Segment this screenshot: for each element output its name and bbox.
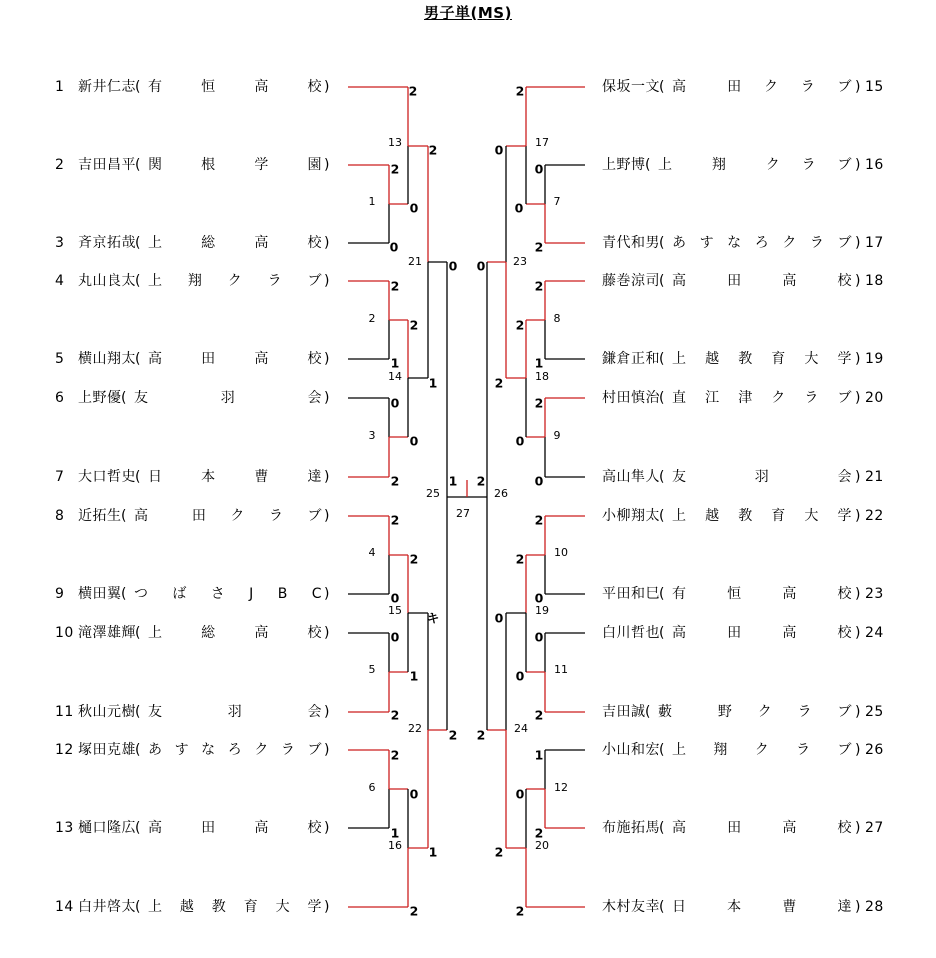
player-entry bbox=[55, 507, 330, 524]
match-number: 14 bbox=[388, 370, 402, 383]
bracket-close: ) bbox=[324, 351, 330, 367]
bracket-close: ) bbox=[324, 820, 330, 836]
bracket-close: ) bbox=[855, 157, 861, 173]
player-entry bbox=[55, 78, 330, 95]
match-score: 2 bbox=[534, 278, 544, 294]
player-seed: 23 bbox=[865, 586, 884, 602]
match-score: 2 bbox=[534, 707, 544, 723]
player-seed: 12 bbox=[55, 742, 74, 758]
bracket-close: ) bbox=[324, 586, 330, 602]
match-score: 1 bbox=[409, 668, 419, 684]
bracket-close: ) bbox=[855, 273, 861, 289]
bracket-open: ( bbox=[135, 273, 141, 289]
match-score: 2 bbox=[390, 747, 400, 763]
match-number: 18 bbox=[535, 370, 549, 383]
player-entry bbox=[602, 78, 884, 95]
player-team: 高 田 ク ラ ブ bbox=[134, 508, 322, 524]
player-name: 吉田昌平 bbox=[78, 157, 136, 173]
match-number: 20 bbox=[535, 839, 549, 852]
player-entry bbox=[55, 156, 330, 173]
player-entry bbox=[602, 272, 884, 289]
player-team: 上 越 教 育 大 学 bbox=[672, 508, 852, 524]
match-score: 0 bbox=[476, 258, 486, 274]
bracket-open: ( bbox=[659, 273, 665, 289]
player-name: 木村友幸 bbox=[602, 899, 660, 915]
bracket-close: ) bbox=[855, 469, 861, 485]
match-score: 0 bbox=[409, 433, 419, 449]
player-team: 藪 野 ク ラ ブ bbox=[658, 704, 852, 720]
player-entry bbox=[602, 468, 884, 485]
bracket-open: ( bbox=[659, 469, 665, 485]
match-score: 0 bbox=[494, 610, 504, 626]
bracket-close: ) bbox=[855, 351, 861, 367]
match-number: 9 bbox=[553, 429, 561, 442]
player-seed: 5 bbox=[55, 351, 65, 367]
match-score: 2 bbox=[515, 903, 525, 919]
player-name: 横田翼 bbox=[78, 586, 122, 602]
match-score: 2 bbox=[428, 142, 438, 158]
match-number: 27 bbox=[456, 507, 470, 520]
match-score: 2 bbox=[534, 512, 544, 528]
page-title: 男子単(MS) bbox=[424, 4, 512, 22]
player-team: 友 羽 会 bbox=[148, 704, 322, 720]
match-number: 2 bbox=[368, 312, 376, 325]
player-seed: 22 bbox=[865, 508, 884, 524]
player-team: 高 田 ク ラ ブ bbox=[672, 79, 852, 95]
player-name: 樋口隆広 bbox=[78, 820, 136, 836]
match-score: 0 bbox=[515, 668, 525, 684]
match-score: 2 bbox=[390, 278, 400, 294]
player-seed: 19 bbox=[865, 351, 884, 367]
player-team: あすなろクラブ bbox=[672, 235, 852, 251]
match-score: 2 bbox=[408, 83, 418, 99]
player-entry bbox=[602, 624, 884, 641]
player-name: 斉京拓哉 bbox=[78, 235, 136, 251]
player-entry bbox=[55, 741, 330, 758]
bracket-close: ) bbox=[855, 508, 861, 524]
player-entry bbox=[602, 898, 884, 915]
player-seed: 3 bbox=[55, 235, 65, 251]
bracket-open: ( bbox=[135, 351, 141, 367]
bracket-close: ) bbox=[855, 79, 861, 95]
player-seed: 1 bbox=[55, 79, 65, 95]
player-entry bbox=[602, 703, 884, 720]
bracket-close: ) bbox=[324, 390, 330, 406]
player-name: 高山隼人 bbox=[602, 469, 660, 485]
match-score: 1 bbox=[534, 355, 544, 371]
match-score: 1 bbox=[448, 473, 458, 489]
match-score: キ bbox=[426, 610, 440, 626]
match-number: 11 bbox=[554, 663, 568, 676]
player-entry bbox=[55, 624, 330, 641]
player-name: 白井啓太 bbox=[78, 899, 136, 915]
match-score: 2 bbox=[409, 903, 419, 919]
player-team: 直 江 津 ク ラ ブ bbox=[672, 390, 852, 406]
match-number: 13 bbox=[388, 136, 402, 149]
match-number: 26 bbox=[494, 487, 508, 500]
match-score: 0 bbox=[390, 590, 400, 606]
bracket-close: ) bbox=[855, 742, 861, 758]
player-team: つ ば さ J B C bbox=[134, 586, 322, 602]
player-team: 友 羽 会 bbox=[134, 390, 322, 406]
bracket-close: ) bbox=[324, 899, 330, 915]
match-score: 0 bbox=[534, 590, 544, 606]
player-team: 高 田 高 校 bbox=[672, 820, 852, 836]
player-name: 滝澤雄輝 bbox=[78, 625, 136, 641]
player-name: 藤巻涼司 bbox=[602, 273, 660, 289]
match-score: 0 bbox=[409, 786, 419, 802]
player-seed: 10 bbox=[55, 625, 74, 641]
bracket-close: ) bbox=[855, 820, 861, 836]
player-seed: 20 bbox=[865, 390, 884, 406]
player-name: 鎌倉正和 bbox=[602, 351, 660, 367]
player-team: 高 田 高 校 bbox=[672, 273, 852, 289]
player-entry bbox=[602, 585, 884, 602]
match-score: 1 bbox=[390, 825, 400, 841]
player-seed: 13 bbox=[55, 820, 74, 836]
bracket-close: ) bbox=[324, 79, 330, 95]
bracket-open: ( bbox=[659, 586, 665, 602]
match-score: 0 bbox=[494, 142, 504, 158]
match-score: 2 bbox=[494, 844, 504, 860]
player-seed: 7 bbox=[55, 469, 65, 485]
player-entry bbox=[602, 156, 884, 173]
match-number: 17 bbox=[535, 136, 549, 149]
player-entry bbox=[602, 507, 884, 524]
player-name: 大口哲史 bbox=[78, 469, 136, 485]
bracket-open: ( bbox=[659, 820, 665, 836]
match-number: 3 bbox=[368, 429, 376, 442]
match-score: 2 bbox=[534, 239, 544, 255]
player-team: 有 恒 高 校 bbox=[672, 586, 852, 602]
player-entry bbox=[55, 234, 330, 251]
match-score: 2 bbox=[534, 395, 544, 411]
player-seed: 15 bbox=[865, 79, 884, 95]
player-seed: 2 bbox=[55, 157, 65, 173]
player-name: 村田慎治 bbox=[602, 390, 660, 406]
player-seed: 18 bbox=[865, 273, 884, 289]
bracket-open: ( bbox=[135, 157, 141, 173]
player-entry bbox=[55, 272, 330, 289]
player-name: 秋山元樹 bbox=[78, 704, 136, 720]
match-score: 2 bbox=[390, 512, 400, 528]
player-entry bbox=[55, 389, 330, 406]
player-name: 布施拓馬 bbox=[602, 820, 660, 836]
match-number: 19 bbox=[535, 604, 549, 617]
player-seed: 27 bbox=[865, 820, 884, 836]
player-seed: 24 bbox=[865, 625, 884, 641]
player-team: 上 総 高 校 bbox=[148, 625, 322, 641]
match-score: 0 bbox=[534, 473, 544, 489]
player-seed: 6 bbox=[55, 390, 65, 406]
player-team: 高 田 高 校 bbox=[672, 625, 852, 641]
player-team: 日 本 曹 達 bbox=[672, 899, 852, 915]
player-name: 小山和宏 bbox=[602, 742, 660, 758]
match-score: 2 bbox=[515, 83, 525, 99]
player-seed: 14 bbox=[55, 899, 74, 915]
bracket-open: ( bbox=[135, 79, 141, 95]
player-entry bbox=[55, 585, 330, 602]
player-seed: 28 bbox=[865, 899, 884, 915]
match-score: 1 bbox=[390, 355, 400, 371]
player-entry bbox=[602, 389, 884, 406]
match-number: 25 bbox=[426, 487, 440, 500]
match-score: 0 bbox=[448, 258, 458, 274]
bracket-open: ( bbox=[659, 351, 665, 367]
bracket-close: ) bbox=[855, 704, 861, 720]
bracket-open: ( bbox=[645, 704, 651, 720]
player-name: 白川哲也 bbox=[602, 625, 660, 641]
player-entry bbox=[602, 350, 884, 367]
player-name: 上野博 bbox=[602, 157, 646, 173]
bracket-close: ) bbox=[324, 273, 330, 289]
bracket-open: ( bbox=[135, 899, 141, 915]
player-seed: 25 bbox=[865, 704, 884, 720]
bracket-open: ( bbox=[135, 704, 141, 720]
bracket-close: ) bbox=[855, 899, 861, 915]
bracket-open: ( bbox=[659, 899, 665, 915]
bracket-open: ( bbox=[659, 742, 665, 758]
player-name: 小柳翔太 bbox=[602, 508, 660, 524]
bracket-close: ) bbox=[324, 704, 330, 720]
bracket-open: ( bbox=[135, 820, 141, 836]
player-entry bbox=[55, 468, 330, 485]
player-seed: 21 bbox=[865, 469, 884, 485]
match-number: 24 bbox=[514, 722, 528, 735]
match-score: 0 bbox=[534, 629, 544, 645]
match-number: 23 bbox=[513, 255, 527, 268]
match-number: 15 bbox=[388, 604, 402, 617]
bracket-open: ( bbox=[659, 390, 665, 406]
match-score: 2 bbox=[390, 707, 400, 723]
match-score: 0 bbox=[515, 786, 525, 802]
match-score: 2 bbox=[390, 473, 400, 489]
player-name: 青代和男 bbox=[602, 235, 660, 251]
player-name: 新井仁志 bbox=[78, 79, 136, 95]
bracket-close: ) bbox=[324, 469, 330, 485]
match-number: 6 bbox=[368, 781, 376, 794]
match-score: 0 bbox=[390, 629, 400, 645]
player-seed: 8 bbox=[55, 508, 65, 524]
player-name: 吉田誠 bbox=[602, 704, 646, 720]
player-entry bbox=[55, 819, 330, 836]
match-score: 0 bbox=[514, 200, 524, 216]
player-name: 丸山良太 bbox=[78, 273, 136, 289]
match-score: 0 bbox=[409, 200, 419, 216]
match-score: 2 bbox=[409, 551, 419, 567]
player-team: 高 田 高 校 bbox=[148, 351, 322, 367]
bracket-close: ) bbox=[324, 742, 330, 758]
bracket-close: ) bbox=[855, 235, 861, 251]
player-seed: 16 bbox=[865, 157, 884, 173]
match-score: 2 bbox=[494, 375, 504, 391]
player-seed: 9 bbox=[55, 586, 65, 602]
bracket-open: ( bbox=[645, 157, 651, 173]
player-entry bbox=[602, 742, 884, 758]
match-score: 2 bbox=[534, 825, 544, 841]
match-score: 0 bbox=[389, 239, 399, 255]
match-score: 0 bbox=[534, 161, 544, 177]
player-name: 保坂一文 bbox=[602, 79, 660, 95]
player-team: 上 総 高 校 bbox=[148, 235, 322, 251]
match-number: 4 bbox=[368, 546, 376, 559]
match-number: 8 bbox=[553, 312, 561, 325]
player-team: 関 根 学 園 bbox=[148, 157, 322, 173]
match-score: 2 bbox=[476, 727, 486, 743]
player-name: 平田和巳 bbox=[602, 586, 660, 602]
match-number: 16 bbox=[388, 839, 402, 852]
bracket-open: ( bbox=[659, 235, 665, 251]
match-number: 12 bbox=[554, 781, 568, 794]
player-seed: 26 bbox=[865, 742, 884, 758]
bracket-open: ( bbox=[121, 390, 127, 406]
match-score: 2 bbox=[515, 551, 525, 567]
match-number: 1 bbox=[368, 195, 376, 208]
match-number: 7 bbox=[553, 195, 561, 208]
player-name: 塚田克雄 bbox=[78, 742, 136, 758]
bracket-close: ) bbox=[855, 625, 861, 641]
bracket-open: ( bbox=[659, 79, 665, 95]
match-score: 2 bbox=[515, 317, 525, 333]
match-number: 5 bbox=[368, 663, 376, 676]
player-team: あすなろクラブ bbox=[148, 742, 322, 758]
player-seed: 4 bbox=[55, 273, 65, 289]
match-score: 2 bbox=[448, 727, 458, 743]
bracket-open: ( bbox=[135, 469, 141, 485]
match-score: 2 bbox=[476, 473, 486, 489]
match-score: 2 bbox=[409, 317, 419, 333]
bracket-close: ) bbox=[324, 508, 330, 524]
bracket-open: ( bbox=[135, 235, 141, 251]
bracket-open: ( bbox=[659, 508, 665, 524]
player-team: 友 羽 会 bbox=[672, 469, 852, 485]
match-score: 0 bbox=[515, 433, 525, 449]
bracket-close: ) bbox=[324, 625, 330, 641]
match-score: 0 bbox=[390, 395, 400, 411]
match-score: 1 bbox=[428, 375, 438, 391]
bracket-close: ) bbox=[855, 390, 861, 406]
bracket-open: ( bbox=[135, 625, 141, 641]
player-seed: 11 bbox=[55, 704, 74, 720]
player-name: 上野優 bbox=[78, 390, 122, 406]
player-entry bbox=[55, 703, 330, 720]
bracket-close: ) bbox=[324, 235, 330, 251]
bracket-close: ) bbox=[855, 586, 861, 602]
match-number: 10 bbox=[554, 546, 568, 559]
player-name: 近拓生 bbox=[78, 508, 122, 524]
player-team: 日 本 曹 達 bbox=[148, 469, 322, 485]
match-score: 1 bbox=[428, 844, 438, 860]
match-score: 1 bbox=[534, 747, 544, 763]
player-seed: 17 bbox=[865, 235, 884, 251]
match-number: 21 bbox=[408, 255, 422, 268]
player-entry bbox=[602, 819, 884, 836]
player-entry bbox=[55, 898, 330, 915]
player-entry bbox=[55, 350, 330, 367]
match-score: 2 bbox=[390, 161, 400, 177]
player-team: 上 翔 ク ラ ブ bbox=[148, 273, 322, 289]
player-team: 上 越 教 育 大 学 bbox=[672, 351, 852, 367]
match-number: 22 bbox=[408, 722, 422, 735]
player-team: 上 翔 ク ラ ブ bbox=[672, 742, 852, 758]
player-name: 横山翔太 bbox=[78, 351, 136, 367]
bracket-open: ( bbox=[135, 742, 141, 758]
bracket-open: ( bbox=[121, 508, 127, 524]
player-team: 上 越 教 育 大 学 bbox=[148, 899, 322, 915]
player-entry bbox=[602, 234, 884, 251]
player-team: 有 恒 高 校 bbox=[148, 79, 322, 95]
bracket-open: ( bbox=[121, 586, 127, 602]
bracket-open: ( bbox=[659, 625, 665, 641]
player-team: 高 田 高 校 bbox=[148, 820, 322, 836]
player-team: 上 翔 ク ラ ブ bbox=[658, 157, 852, 173]
bracket-close: ) bbox=[324, 157, 330, 173]
